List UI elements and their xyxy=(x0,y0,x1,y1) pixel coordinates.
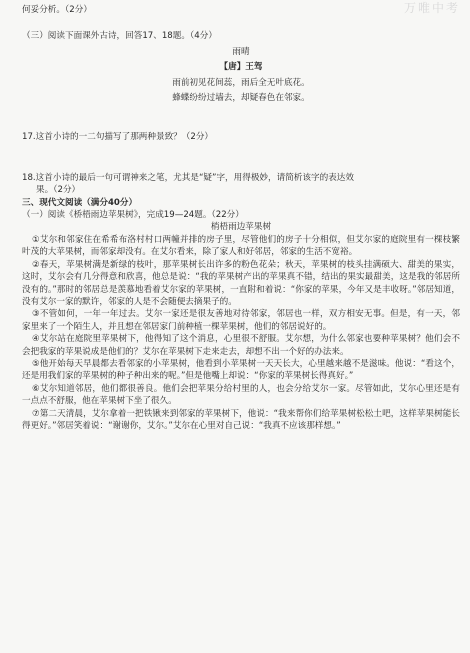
poem-line-2: 蜂蝶纷纷过墙去，却疑春色在邻家。 xyxy=(172,93,310,104)
poem-title: 雨晴 xyxy=(232,46,250,57)
poem-line-1: 雨前初见花间蕊，雨后全无叶底花。 xyxy=(172,77,310,88)
paragraph-6: ⑥艾尔知道邻居，他们都很善良。他们会把苹果分给村里的人，也会分给艾尔一家。尽管如此，艾尔心里还是有一点点不舒服，他在苹果树下坐了很久。 xyxy=(22,383,460,407)
paragraph-7: ⑦第二天清晨，艾尔拿着一把铁锹来到邻家的苹果树下，他说：“我来帮你们给苹果树松松土吧，这样苹果树能长得更好。”邻居笑着说：“谢谢你，艾尔。”艾尔在心里对自己说：“我真不应该那样想。” xyxy=(22,408,460,431)
paragraph-1: ①艾尔和邻家住在希希布洛村村口两幢并排的房子里，尽管他们的房子十分相似，但艾尔家的庭院里有一棵枝繁叶茂的大苹果树，而邻家却没有。在艾尔看来，除了家人和好邻居，邻家的生活不宽裕。 xyxy=(22,234,460,258)
paragraph-5: ⑤他开始每天早晨都去看邻家的小苹果树，他看到小苹果树一天天长大，心里越来越不是滋味。他说：“看这个，还是用我们家的苹果树的种子种出来的呢。”但是他嘴上却说：“你家的苹果树长得真好。” xyxy=(22,358,460,382)
question-17: 17.这首小诗的一二句描写了那两种景致？（2分） xyxy=(22,132,214,143)
paragraph-3: ③不管如何，一年一年过去。艾尔一家还是很友善地对待邻家，邻居也一样，双方相安无事。但是，有一天，邻家里来了一个陌生人，并且想在邻居家门前种植一棵苹果树，他们的邻居说好的。 xyxy=(22,309,460,332)
passage1-header: （一）阅读《桥梧雨边苹果树》，完成19—24题。（22分） xyxy=(22,210,244,221)
watermark: 万唯中考 xyxy=(403,1,460,15)
part3-title: 三、现代文阅读（满分40分） xyxy=(22,197,138,208)
question-18-line2: 果。（2分） xyxy=(36,185,81,196)
section3-header: （三）阅读下面课外古诗，回答17、18题。（4分） xyxy=(22,31,217,42)
poem-author: 【唐】王驾 xyxy=(219,62,263,73)
question-18-line1: 18.这首小诗的最后一句可谓神来之笔，尤其是“疑”字，用得极妙，请简析该字的表达效 xyxy=(22,172,354,183)
passage-title: 梢梧雨边苹果树 xyxy=(210,222,272,233)
top-line: 何妥分析。（2分） xyxy=(22,5,92,15)
paragraph-4: ④艾尔站在庭院里苹果树下，他得知了这个消息，心里很不舒服。艾尔想，为什么邻家也要种苹果树？他们会不会把我家的苹果说成是他们的？艾尔在苹果树下走来走去，却想不出一个好的办法来。 xyxy=(22,334,460,357)
paragraph-2: ②春天，苹果树满是新绿的枝叶，那苹果树长出许多的粉色花朵；秋天，苹果树的枝头挂满硕大、甜美的果实，这时，艾尔会有几分得意和欣喜，他总是说：“我的苹果树产出的苹果真不错，结出的果实最甜美，这是我的邻居所没有的。”那时的邻居总是羡慕地看着艾尔家的苹果树，一直附和着说：“你家的苹果，今年又是丰收呀。”邻居知道，没有艾尔一家的默许，邻家的人是不会随便去摘果子的。 xyxy=(22,259,460,307)
